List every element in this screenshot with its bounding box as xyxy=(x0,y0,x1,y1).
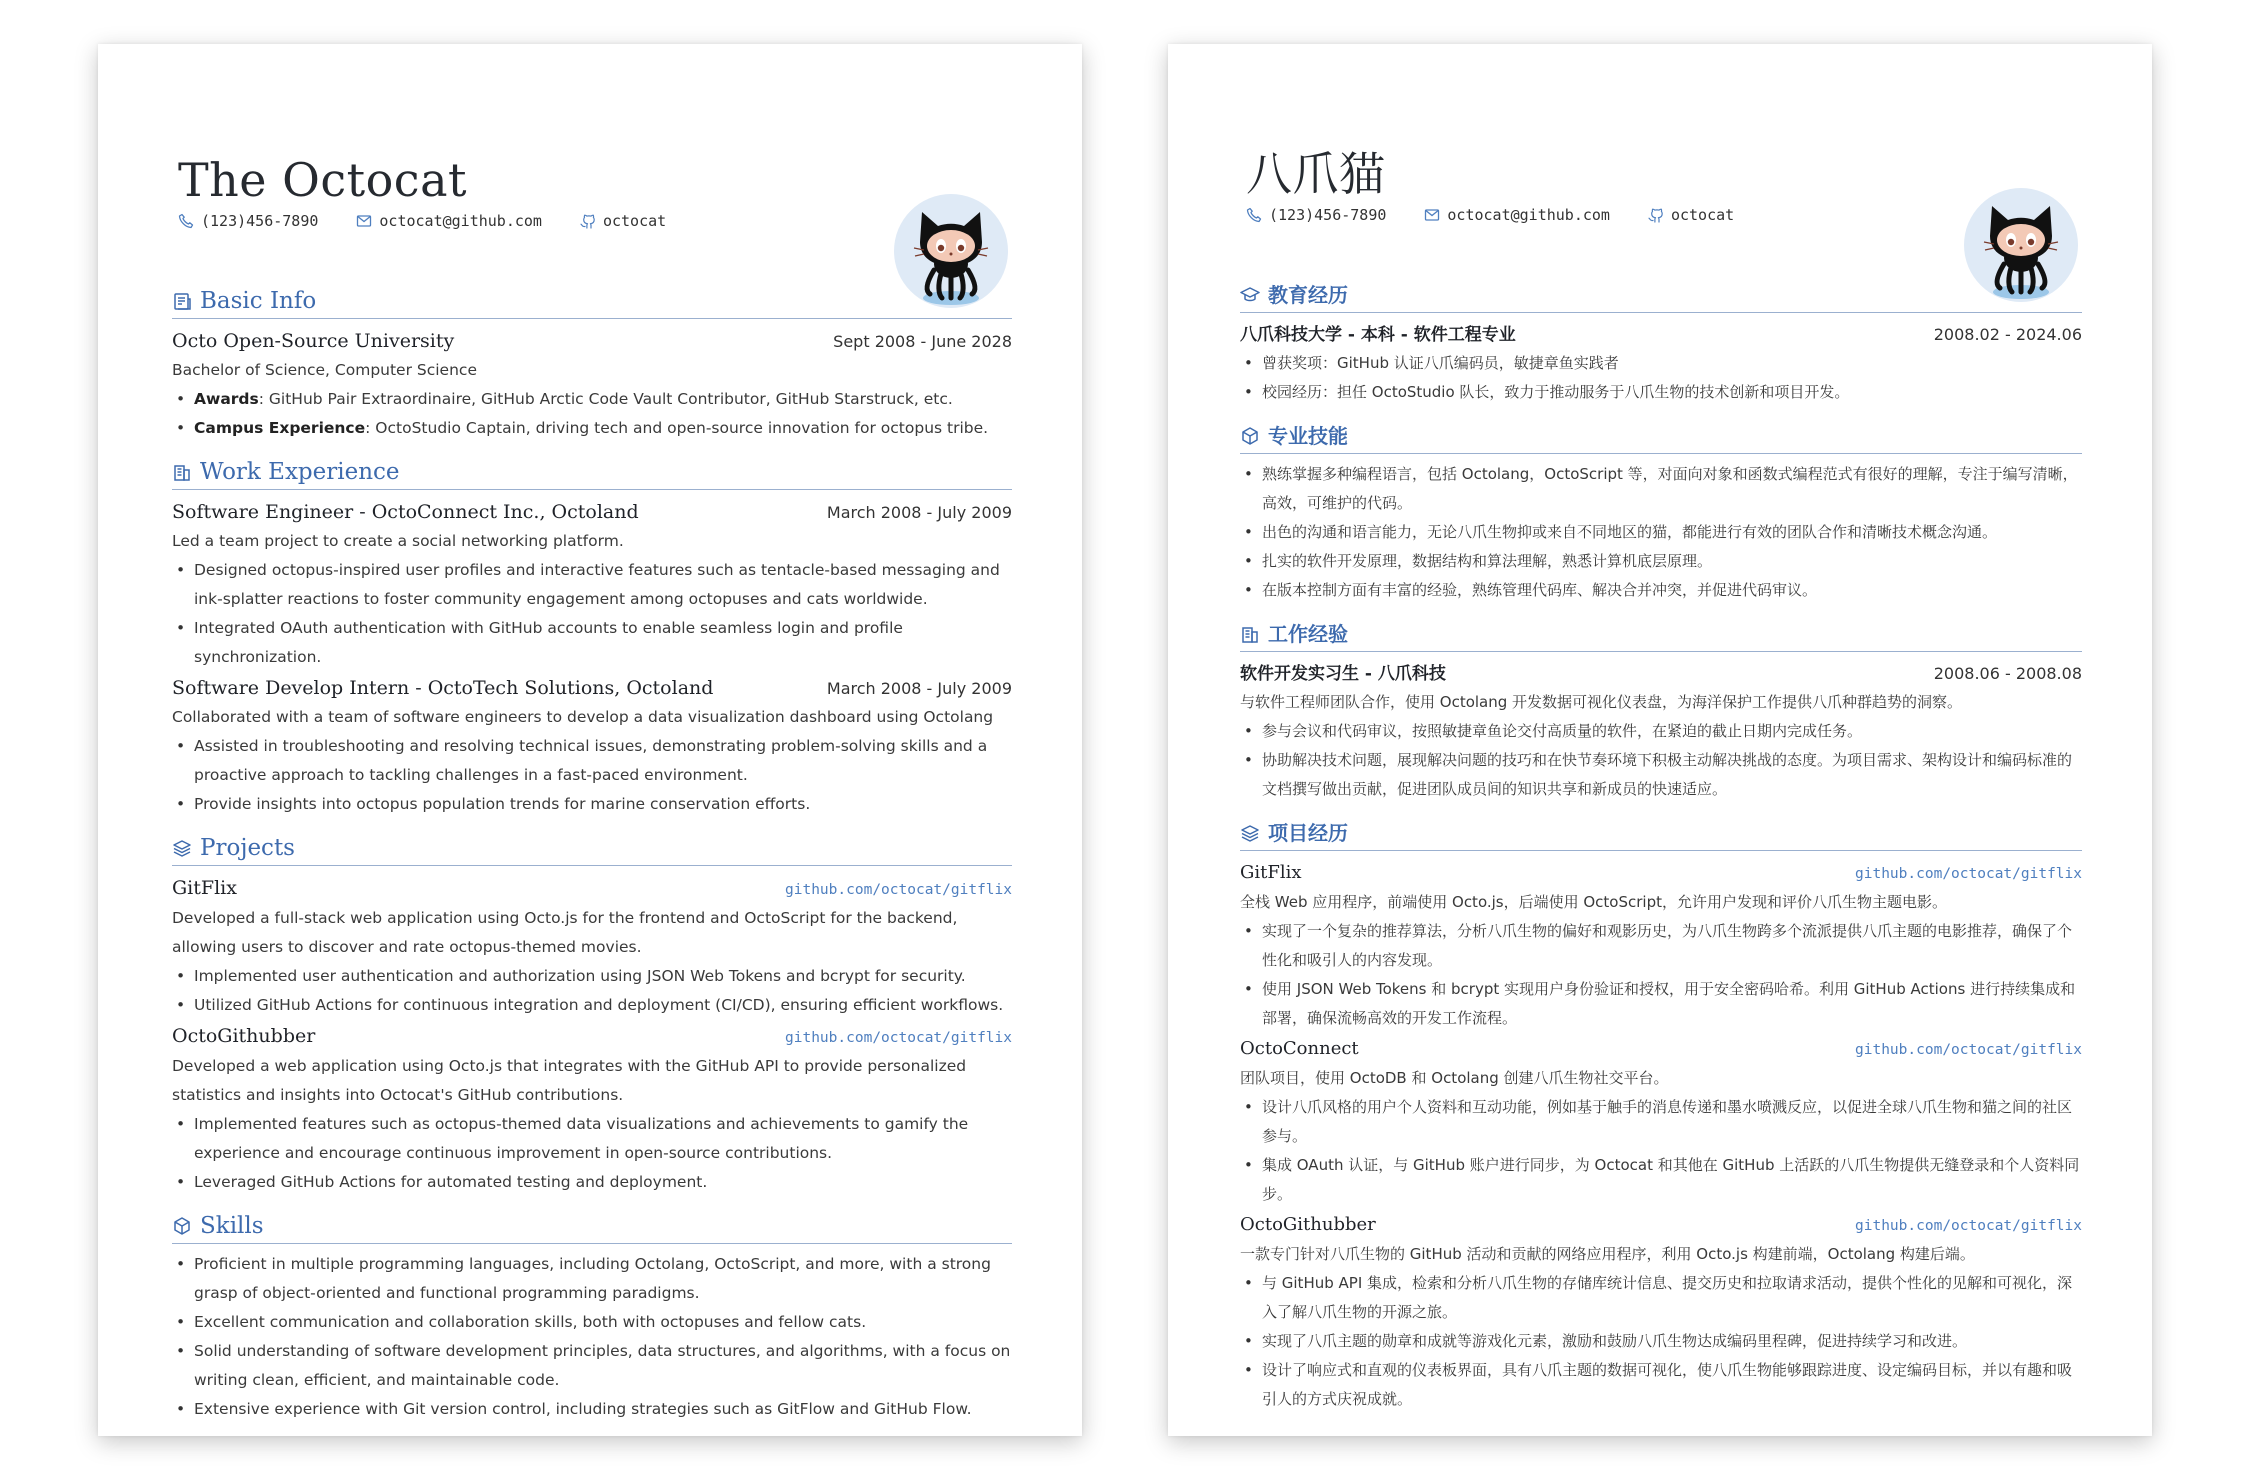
list-item: • 协助解决技术问题，展现解决问题的技巧和在快节奏环境下积极主动解决挑战的态度。为项目需求、架构设计和编码标准的文档撰写做出贡献，促进团队成员间的知识共享和新成员的快速适应。 xyxy=(1240,746,2082,804)
project-entry xyxy=(172,1022,1012,1197)
list-item: • Integrated OAuth authentication with GitHub accounts to enable seamless login and profile synchronization. xyxy=(172,614,1012,672)
contact-row xyxy=(178,212,1012,230)
project-title: GitFlix xyxy=(1240,862,1302,883)
education-entry xyxy=(172,327,1012,443)
awards-label: Awards xyxy=(194,390,259,408)
section-projects xyxy=(172,833,1012,1197)
section-skills xyxy=(172,1211,1012,1424)
section-title-text: 教育经历 xyxy=(1268,283,1348,307)
project-link[interactable]: github.com/octocat/gitflix xyxy=(1855,866,2082,882)
section-title-text: Basic Info xyxy=(200,288,317,314)
work-entry xyxy=(172,498,1012,672)
list-item: • 在版本控制方面有丰富的经验，熟练管理代码库、解决合并冲突，并促进代码审议。 xyxy=(1240,576,2082,605)
job-title: 软件开发实习生 - 八爪科技 xyxy=(1240,664,1446,684)
octocat-avatar xyxy=(1964,188,2078,302)
project-title: OctoGithubber xyxy=(1240,1214,1376,1235)
resume-page-english xyxy=(98,44,1082,1436)
list-item: • 曾获奖项：GitHub 认证八爪编码员，敏捷章鱼实践者 xyxy=(1240,349,2082,378)
job-title: Software Engineer - OctoConnect Inc., Octoland xyxy=(172,501,639,523)
job-summary: 与软件工程师团队合作，使用 Octolang 开发数据可视化仪表盘，为海洋保护工作提供八爪种群趋势的洞察。 xyxy=(1240,693,1963,711)
project-entry xyxy=(172,874,1012,1020)
github-text: octocat xyxy=(602,212,667,230)
list-item: • Extensive experience with Git version control, including strategies such as GitFlow and GitHub Flow. xyxy=(172,1395,1012,1424)
section-title-skills xyxy=(1240,421,2082,454)
id-card-icon xyxy=(172,291,192,311)
list-item: • 使用 JSON Web Tokens 和 bcrypt 实现用户身份验证和授权，用于安全密码哈希。利用 GitHub Actions 进行持续集成和部署，确保流畅高效的开发工作流程。 xyxy=(1240,975,2082,1033)
work-entry xyxy=(1240,660,2082,804)
email-text: octocat@github.com xyxy=(379,212,542,230)
school-name: 八爪科技大学 - 本科 - 软件工程专业 xyxy=(1240,325,1516,345)
section-title-text: 工作经验 xyxy=(1268,622,1348,646)
section-title-text: Projects xyxy=(200,835,295,861)
section-title-education xyxy=(1240,280,2082,313)
section-title-basic-info xyxy=(172,286,1012,319)
section-work-experience xyxy=(172,457,1012,819)
section-title-text: 项目经历 xyxy=(1268,821,1348,845)
section-title-text: 专业技能 xyxy=(1268,424,1348,448)
octocat-avatar xyxy=(894,194,1008,308)
layers-icon xyxy=(1240,823,1260,843)
list-item: • Assisted in troubleshooting and resolving technical issues, demonstrating problem-solving skills and a proactive approach to tackling challenges in a fast-paced environment. xyxy=(172,732,1012,790)
list-item: • 实现了八爪主题的勋章和成就等游戏化元素，激励和鼓励八爪生物达成编码里程碑，促进持续学习和改进。 xyxy=(1240,1327,2082,1356)
contact-row xyxy=(1246,206,2082,224)
degree-text: Bachelor of Science, Computer Science xyxy=(172,361,477,379)
education-entry xyxy=(1240,321,2082,407)
contact-github[interactable] xyxy=(1648,206,1734,224)
github-icon xyxy=(1648,207,1664,223)
mail-icon xyxy=(356,213,372,229)
github-icon xyxy=(580,213,596,229)
email-text: octocat@github.com xyxy=(1447,206,1610,224)
list-item: • 扎实的软件开发原理，数据结构和算法理解，熟悉计算机底层原理。 xyxy=(1240,547,2082,576)
building-icon xyxy=(1240,624,1260,644)
section-title-text: Work Experience xyxy=(200,459,400,485)
list-item: • 集成 OAuth 认证，与 GitHub 账户进行同步，为 Octocat 和其他在 GitHub 上活跃的八爪生物提供无缝登录和个人资料同步。 xyxy=(1240,1151,2082,1209)
school-name: Octo Open-Source University xyxy=(172,330,455,352)
campus-label: Campus Experience xyxy=(194,419,366,437)
education-date: 2008.02 - 2024.06 xyxy=(1933,325,2082,344)
skills-list xyxy=(1240,460,2082,605)
job-date: 2008.06 - 2008.08 xyxy=(1933,664,2082,683)
project-link[interactable]: github.com/octocat/gitflix xyxy=(785,1030,1012,1046)
education-date: Sept 2008 - June 2028 xyxy=(833,332,1012,351)
list-item: • 设计了响应式和直观的仪表板界面，具有八爪主题的数据可视化，使八爪生物能够跟踪进度、设定编码目标，并以有趣和吸引人的方式庆祝成就。 xyxy=(1240,1356,2082,1414)
list-item: • Designed octopus-inspired user profiles and interactive features such as tentacle-based messaging and ink-splatter reactions to foster community engagement among octopuses and cats worldwide. xyxy=(172,556,1012,614)
campus-text: : OctoStudio Captain, driving tech and open-source innovation for octopus tribe. xyxy=(365,419,989,437)
list-item: • Leveraged GitHub Actions for automated testing and deployment. xyxy=(172,1168,1012,1197)
list-item: • Solid understanding of software development principles, data structures, and algorithms, with a focus on writing clean, efficient, and maintainable code. xyxy=(172,1337,1012,1395)
job-title: Software Develop Intern - OctoTech Solutions, Octoland xyxy=(172,677,714,699)
cube-icon xyxy=(172,1216,192,1236)
section-education xyxy=(1240,280,2082,407)
section-basic-info xyxy=(172,286,1012,443)
project-entry xyxy=(1240,1035,2082,1209)
section-work-experience xyxy=(1240,619,2082,804)
project-link[interactable]: github.com/octocat/gitflix xyxy=(785,882,1012,898)
contact-phone[interactable] xyxy=(1246,206,1386,224)
job-date: March 2008 - July 2009 xyxy=(826,503,1012,522)
section-title-skills xyxy=(172,1211,1012,1244)
building-icon xyxy=(172,462,192,482)
section-title-text: Skills xyxy=(200,1213,264,1239)
skills-list xyxy=(172,1250,1012,1424)
contact-email[interactable] xyxy=(356,212,542,230)
contact-email[interactable] xyxy=(1424,206,1610,224)
section-title-work xyxy=(172,457,1012,490)
list-item xyxy=(172,385,1012,414)
project-title: OctoConnect xyxy=(1240,1038,1359,1059)
octocat-image xyxy=(894,194,1008,308)
list-item: • Excellent communication and collaboration skills, both with octopuses and fellow cats. xyxy=(172,1308,1012,1337)
cube-icon xyxy=(1240,426,1260,446)
job-date: March 2008 - July 2009 xyxy=(826,679,1012,698)
list-item: • 实现了一个复杂的推荐算法，分析八爪生物的偏好和观影历史，为八爪生物跨多个流派提供八爪主题的电影推荐，确保了个性化和吸引人的内容发现。 xyxy=(1240,917,2082,975)
list-item: • Implemented user authentication and authorization using JSON Web Tokens and bcrypt for security. xyxy=(172,962,1012,991)
awards-text: : GitHub Pair Extraordinaire, GitHub Arctic Code Vault Contributor, GitHub Starstruck, etc. xyxy=(258,390,953,408)
list-item: • Proficient in multiple programming languages, including Octolang, OctoScript, and more, with a strong grasp of object-oriented and functional programming paradigms. xyxy=(172,1250,1012,1308)
project-title: GitFlix xyxy=(172,877,237,899)
project-link[interactable]: github.com/octocat/gitflix xyxy=(1855,1218,2082,1234)
phone-text: (123)456-7890 xyxy=(1269,206,1387,224)
job-summary: Collaborated with a team of software engineers to develop a data visualization dashboard using Octolang xyxy=(172,708,994,726)
octocat-image xyxy=(1964,188,2078,302)
resume-page-chinese xyxy=(1168,44,2152,1436)
project-summary: Developed a web application using Octo.js that integrates with the GitHub API to provide personalized statistics and insights into Octocat's GitHub contributions. xyxy=(172,1057,967,1104)
section-title-work xyxy=(1240,619,2082,652)
mail-icon xyxy=(1424,207,1440,223)
list-item: • Implemented features such as octopus-themed data visualizations and achievements to gamify the experience and encourage continuous improvement in open-source contributions. xyxy=(172,1110,1012,1168)
project-title: OctoGithubber xyxy=(172,1025,316,1047)
list-item: • 校园经历：担任 OctoStudio 队长，致力于推动服务于八爪生物的技术创新和项目开发。 xyxy=(1240,378,2082,407)
project-summary: 全栈 Web 应用程序，前端使用 Octo.js，后端使用 OctoScript，允许用户发现和评价八爪生物主题电影。 xyxy=(1240,893,1947,911)
project-entry xyxy=(1240,859,2082,1033)
layers-icon xyxy=(172,838,192,858)
list-item xyxy=(172,414,1012,443)
phone-icon xyxy=(1246,207,1262,223)
resume-header xyxy=(172,154,1012,272)
phone-text: (123)456-7890 xyxy=(201,212,319,230)
list-item: • 与 GitHub API 集成，检索和分析八爪生物的存储库统计信息、提交历史和拉取请求活动，提供个性化的见解和可视化，深入了解八爪生物的开源之旅。 xyxy=(1240,1269,2082,1327)
section-skills xyxy=(1240,421,2082,605)
project-link[interactable]: github.com/octocat/gitflix xyxy=(1855,1042,2082,1058)
section-title-projects xyxy=(1240,818,2082,851)
graduation-cap-icon xyxy=(1240,285,1260,305)
github-text: octocat xyxy=(1670,206,1735,224)
list-item: • 参与会议和代码审议，按照敏捷章鱼论交付高质量的软件，在紧迫的截止日期内完成任务。 xyxy=(1240,717,2082,746)
section-projects xyxy=(1240,818,2082,1414)
resume-name: The Octocat xyxy=(178,153,467,207)
phone-icon xyxy=(178,213,194,229)
work-entry xyxy=(172,674,1012,819)
contact-phone[interactable] xyxy=(178,212,318,230)
project-summary: 一款专门针对八爪生物的 GitHub 活动和贡献的网络应用程序，利用 Octo.js 构建前端，Octolang 构建后端。 xyxy=(1240,1245,1975,1263)
resume-header xyxy=(1240,148,2082,266)
resume-name: 八爪猫 xyxy=(1246,147,1386,201)
job-summary: Led a team project to create a social networking platform. xyxy=(172,532,624,550)
list-item: • 设计八爪风格的用户个人资料和互动功能，例如基于触手的消息传递和墨水喷溅反应，以促进全球八爪生物和猫之间的社区参与。 xyxy=(1240,1093,2082,1151)
project-entry xyxy=(1240,1211,2082,1414)
contact-github[interactable] xyxy=(580,212,666,230)
list-item: • Utilized GitHub Actions for continuous integration and deployment (CI/CD), ensuring efficient workflows. xyxy=(172,991,1012,1020)
list-item: • Provide insights into octopus population trends for marine conservation efforts. xyxy=(172,790,1012,819)
project-summary: Developed a full-stack web application using Octo.js for the frontend and OctoScript for the backend, allowing users to discover and rate octopus-themed movies. xyxy=(172,909,958,956)
project-summary: 团队项目，使用 OctoDB 和 Octolang 创建八爪生物社交平台。 xyxy=(1240,1069,1669,1087)
list-item: • 熟练掌握多种编程语言，包括 Octolang，OctoScript 等，对面向对象和函数式编程范式有很好的理解，专注于编写清晰，高效，可维护的代码。 xyxy=(1240,460,2082,518)
section-title-projects xyxy=(172,833,1012,866)
list-item: • 出色的沟通和语言能力，无论八爪生物抑或来自不同地区的猫，都能进行有效的团队合作和清晰技术概念沟通。 xyxy=(1240,518,2082,547)
